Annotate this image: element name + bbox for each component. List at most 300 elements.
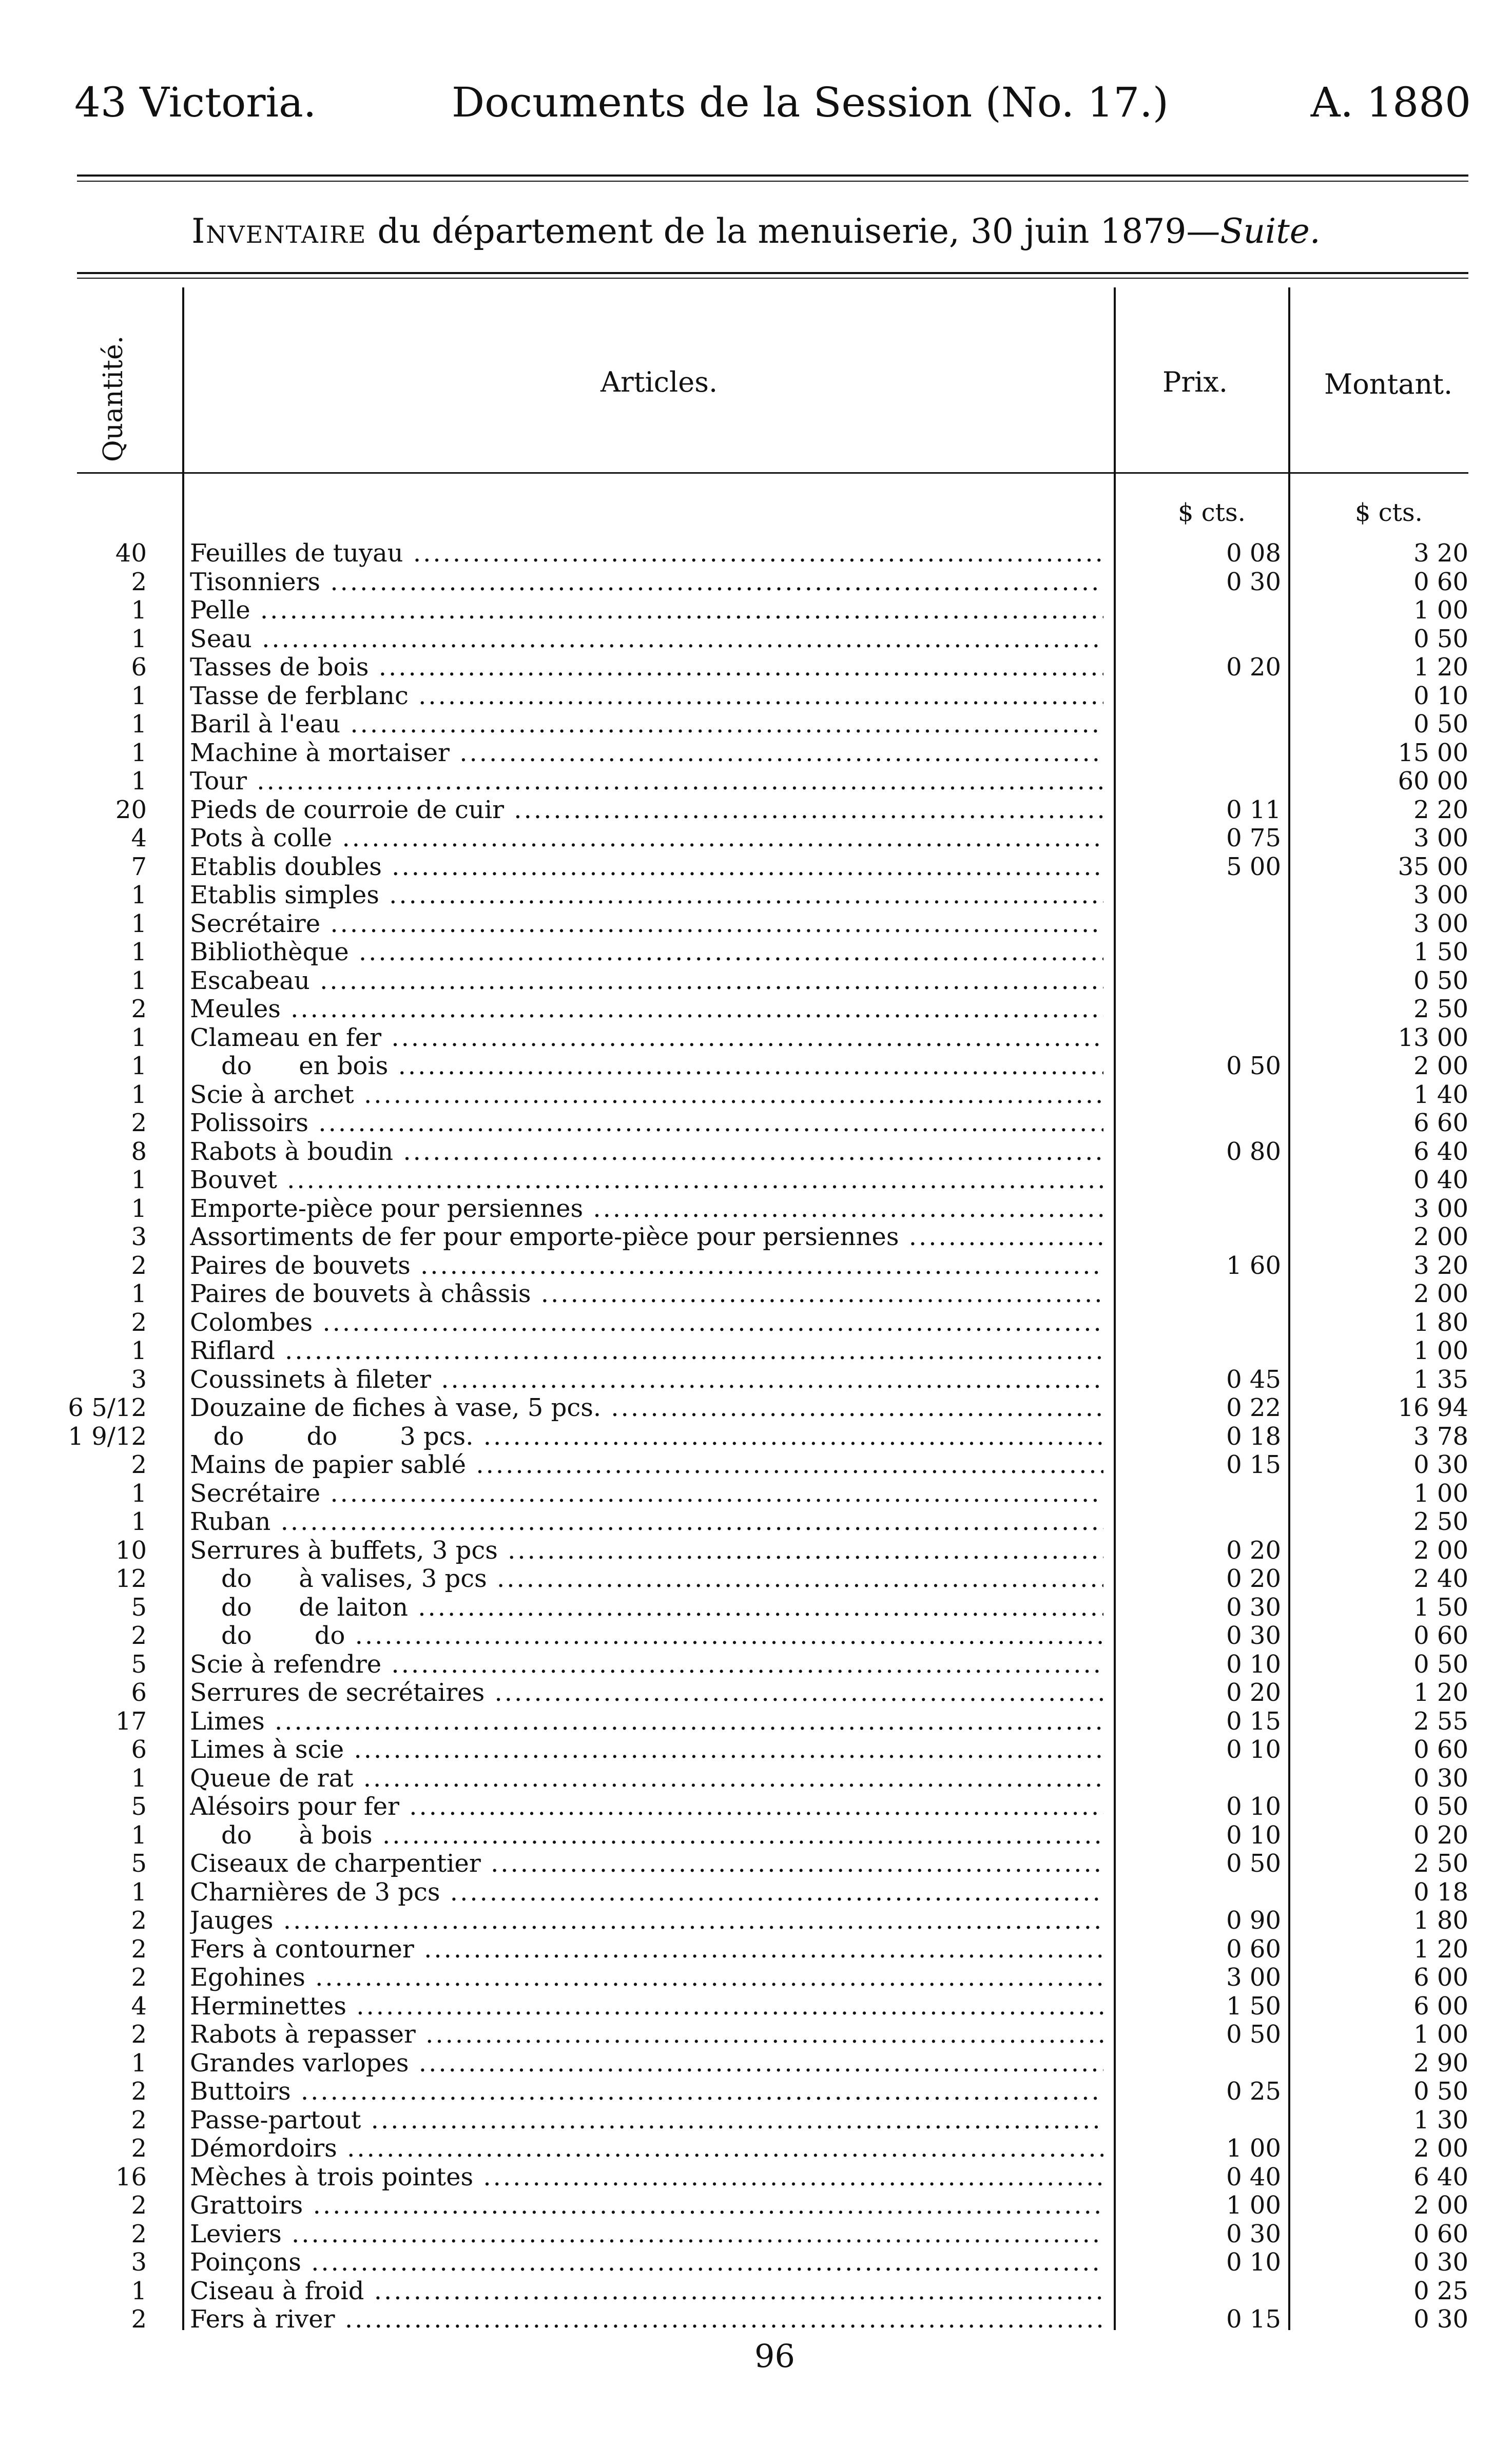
price-cell: 0 10 [1226, 2248, 1281, 2277]
column-header-prix: Prix. [1162, 366, 1228, 398]
table-row [0, 2220, 1512, 2249]
quantity-cell: 1 [131, 710, 147, 739]
article-cell: Démordoirs ..... [190, 2135, 1103, 2163]
price-cell: 0 08 [1226, 539, 1281, 568]
article-cell: Scie à refendre ..... [190, 1651, 1103, 1679]
table-row [0, 2305, 1512, 2334]
article-cell: Ciseau à froid ..... [190, 2277, 1103, 2306]
amount-cell: 1 50 [1413, 1593, 1468, 1622]
article-cell: Jauges ..... [190, 1907, 1103, 1935]
amount-cell: 0 50 [1413, 1650, 1468, 1679]
amount-cell: 0 60 [1413, 1621, 1468, 1650]
table-row [0, 995, 1512, 1024]
amount-cell: 0 60 [1413, 2219, 1468, 2248]
quantity-cell: 1 [131, 767, 147, 796]
article-cell: Limes ..... [190, 1708, 1103, 1736]
amount-cell: 35 00 [1398, 852, 1468, 881]
table-row [0, 1195, 1512, 1224]
table-row [0, 1337, 1512, 1366]
quantity-cell: 5 [131, 1792, 147, 1821]
article-cell: Rabots à repasser ..... [190, 2021, 1103, 2049]
quantity-cell: 2 [131, 1906, 147, 1935]
quantity-cell: 17 [115, 1706, 147, 1736]
price-cell: 0 30 [1226, 1593, 1281, 1622]
quantity-cell: 2 [131, 995, 147, 1023]
amount-cell: 6 40 [1413, 2162, 1468, 2191]
amount-cell: 2 50 [1413, 995, 1468, 1023]
article-cell: Charnières de 3 pcs ..... [190, 1878, 1103, 1907]
price-cell: 1 00 [1226, 2134, 1281, 2163]
table-row [0, 1537, 1512, 1565]
price-cell: 0 30 [1226, 567, 1281, 596]
quantity-cell: 1 [131, 1820, 147, 1850]
table-row [0, 1252, 1512, 1281]
quantity-cell: 1 [131, 624, 147, 653]
article-cell: Seau ..... [190, 625, 1103, 654]
quantity-cell: 1 [131, 1166, 147, 1194]
price-cell: 0 20 [1226, 1678, 1281, 1707]
title-suite: Suite. [1220, 211, 1321, 251]
quantity-cell: 6 5/12 [68, 1393, 147, 1422]
quantity-cell: 5 [131, 1650, 147, 1679]
quantity-cell: 2 [131, 1934, 147, 1964]
quantity-cell: 1 [131, 1479, 147, 1508]
article-cell: do à valises, 3 pcs ..... [190, 1565, 1103, 1594]
amount-cell: 0 50 [1413, 2077, 1468, 2106]
price-cell: 0 20 [1226, 1564, 1281, 1593]
article-cell: Mains de papier sablé ..... [190, 1451, 1103, 1480]
table-row [0, 1223, 1512, 1252]
table-row [0, 1366, 1512, 1394]
quantity-cell: 1 [131, 1279, 147, 1308]
price-cell: 0 25 [1226, 2077, 1281, 2106]
amount-cell: 3 00 [1413, 909, 1468, 938]
header-rule-thin [77, 181, 1468, 182]
article-cell: Riflard ..... [190, 1337, 1103, 1366]
table-row [0, 796, 1512, 825]
quantity-cell: 4 [131, 824, 147, 852]
table-row [0, 1992, 1512, 2021]
amount-cell: 2 50 [1413, 1849, 1468, 1878]
table-row [0, 539, 1512, 568]
price-cell: 0 30 [1226, 2219, 1281, 2248]
inventory-table-body [0, 539, 1512, 2334]
article-cell: Ciseaux de charpentier ..... [190, 1850, 1103, 1878]
quantity-cell: 2 [131, 2219, 147, 2248]
article-cell: Secrétaire ..... [190, 910, 1103, 939]
article-cell: Coussinets à fileter ..... [190, 1366, 1103, 1394]
amount-cell: 3 20 [1413, 539, 1468, 568]
article-cell: do do ..... [190, 1622, 1103, 1651]
amount-cell: 60 00 [1398, 767, 1468, 796]
article-cell: do en bois ..... [190, 1052, 1103, 1081]
amount-cell: 3 00 [1413, 824, 1468, 852]
article-cell: Mèches à trois pointes ..... [190, 2163, 1103, 2192]
article-cell: Bouvet ..... [190, 1166, 1103, 1195]
amount-cell: 0 60 [1413, 1735, 1468, 1764]
price-cell: 0 10 [1226, 1650, 1281, 1679]
table-row [0, 1764, 1512, 1793]
table-row [0, 1081, 1512, 1110]
table-row [0, 2021, 1512, 2049]
table-title [0, 211, 1512, 251]
price-cell: 3 00 [1226, 1963, 1281, 1992]
price-cell: 0 90 [1226, 1906, 1281, 1935]
amount-cell: 2 00 [1413, 2134, 1468, 2163]
article-cell: do de laiton ..... [190, 1594, 1103, 1622]
article-cell: Feuilles de tuyau ..... [190, 539, 1103, 568]
quantity-cell: 20 [115, 795, 147, 824]
article-cell: Egohines ..... [190, 1964, 1103, 1992]
price-cell: 0 11 [1226, 795, 1281, 824]
quantity-cell: 2 [131, 1963, 147, 1992]
amount-cell: 0 50 [1413, 624, 1468, 653]
quantity-cell: 3 [131, 2248, 147, 2277]
table-row [0, 1309, 1512, 1337]
table-row [0, 739, 1512, 768]
article-cell: Tasses de bois ..... [190, 653, 1103, 682]
quantity-cell: 1 [131, 596, 147, 625]
table-row [0, 1280, 1512, 1309]
table-row [0, 853, 1512, 882]
table-row [0, 1622, 1512, 1651]
table-row [0, 967, 1512, 996]
price-cell: 0 50 [1226, 2020, 1281, 2049]
amount-cell: 0 30 [1413, 1763, 1468, 1793]
article-cell: Tisonniers ..... [190, 568, 1103, 597]
article-cell: Pots à colle ..... [190, 824, 1103, 853]
amount-cell: 6 00 [1413, 1963, 1468, 1992]
article-cell: do à bois ..... [190, 1821, 1103, 1850]
table-row [0, 910, 1512, 939]
quantity-cell: 6 [131, 653, 147, 682]
article-cell: Polissoirs ..... [190, 1109, 1103, 1138]
title-lead: Inventaire [191, 211, 367, 251]
page-header-right: A. 1880 [1310, 79, 1471, 126]
article-cell: Emporte-pièce pour persiennes ..... [190, 1195, 1103, 1224]
table-row [0, 1793, 1512, 1821]
header-rule [77, 174, 1468, 177]
table-row [0, 1166, 1512, 1195]
amount-cell: 1 20 [1413, 653, 1468, 682]
table-row [0, 1651, 1512, 1679]
amount-cell: 2 20 [1413, 795, 1468, 824]
table-row [0, 1935, 1512, 1964]
amount-cell: 1 80 [1413, 1308, 1468, 1337]
page-header-left: 43 Victoria. [74, 79, 317, 126]
column-header-quantite: Quantité. [98, 335, 129, 462]
amount-cell: 1 00 [1413, 1336, 1468, 1365]
price-cell: 5 00 [1226, 852, 1281, 881]
quantity-cell: 2 [131, 2305, 147, 2334]
quantity-cell: 1 [131, 1080, 147, 1109]
amount-cell: 1 00 [1413, 2020, 1468, 2049]
table-row [0, 2078, 1512, 2106]
table-row [0, 2191, 1512, 2220]
amount-cell: 0 60 [1413, 567, 1468, 596]
table-top-rule [77, 272, 1468, 274]
amount-cell: 0 30 [1413, 1450, 1468, 1479]
unit-montant: $ cts. [1355, 498, 1423, 527]
quantity-cell: 8 [131, 1137, 147, 1166]
table-row [0, 1736, 1512, 1764]
amount-cell: 1 35 [1413, 1365, 1468, 1394]
article-cell: Baril à l'eau ..... [190, 710, 1103, 739]
table-row [0, 1052, 1512, 1081]
unit-prix: $ cts. [1178, 498, 1246, 527]
quantity-cell: 2 [131, 2020, 147, 2049]
price-cell: 1 00 [1226, 2191, 1281, 2220]
article-cell: Tasse de ferblanc ..... [190, 682, 1103, 711]
article-cell: Grandes varlopes ..... [190, 2049, 1103, 2078]
quantity-cell: 4 [131, 1991, 147, 2021]
price-cell: 0 18 [1226, 1422, 1281, 1451]
amount-cell: 1 50 [1413, 938, 1468, 966]
amount-cell: 0 18 [1413, 1877, 1468, 1907]
table-row [0, 1708, 1512, 1736]
quantity-cell: 6 [131, 1678, 147, 1707]
amount-cell: 2 55 [1413, 1706, 1468, 1736]
price-cell: 0 50 [1226, 1052, 1281, 1080]
amount-cell: 6 60 [1413, 1109, 1468, 1137]
price-cell: 1 50 [1226, 1991, 1281, 2021]
quantity-cell: 2 [131, 2105, 147, 2135]
amount-cell: 1 20 [1413, 1678, 1468, 1707]
quantity-cell: 2 [131, 2191, 147, 2220]
table-row [0, 1679, 1512, 1708]
quantity-cell: 2 [131, 1450, 147, 1479]
article-cell: Buttoirs ..... [190, 2078, 1103, 2106]
amount-cell: 2 00 [1413, 2191, 1468, 2220]
page-number: 96 [754, 2337, 795, 2375]
table-row [0, 2135, 1512, 2163]
amount-cell: 0 50 [1413, 710, 1468, 739]
article-cell: Clameau en fer ..... [190, 1024, 1103, 1053]
amount-cell: 6 00 [1413, 1991, 1468, 2021]
article-cell: Colombes ..... [190, 1309, 1103, 1337]
quantity-cell: 1 [131, 1023, 147, 1052]
table-row [0, 1565, 1512, 1594]
quantity-cell: 1 [131, 2048, 147, 2078]
table-row [0, 596, 1512, 625]
quantity-cell: 2 [131, 2134, 147, 2163]
quantity-cell: 1 [131, 1052, 147, 1080]
article-cell: Ruban ..... [190, 1508, 1103, 1537]
amount-cell: 2 00 [1413, 1223, 1468, 1251]
table-row [0, 767, 1512, 796]
quantity-cell: 2 [131, 567, 147, 596]
table-row [0, 1394, 1512, 1423]
article-cell: Douzaine de fiches à vase, 5 pcs. ..... [190, 1394, 1103, 1423]
amount-cell: 2 50 [1413, 1507, 1468, 1536]
quantity-cell: 7 [131, 852, 147, 881]
article-cell: Grattoirs ..... [190, 2191, 1103, 2220]
table-row [0, 1850, 1512, 1878]
article-cell: Etablis simples ..... [190, 881, 1103, 910]
price-cell: 0 10 [1226, 1735, 1281, 1764]
amount-cell: 13 00 [1398, 1023, 1468, 1052]
article-cell: Fers à contourner ..... [190, 1935, 1103, 1964]
amount-cell: 15 00 [1398, 738, 1468, 767]
price-cell: 0 15 [1226, 1450, 1281, 1479]
table-row [0, 653, 1512, 682]
title-rest: du département de la menuiserie, 30 juin 1879— [366, 211, 1220, 251]
quantity-cell: 3 [131, 1223, 147, 1251]
table-row [0, 1451, 1512, 1480]
quantity-cell: 6 [131, 1735, 147, 1764]
amount-cell: 1 40 [1413, 1080, 1468, 1109]
quantity-cell: 1 [131, 938, 147, 966]
article-cell: Fers à river ..... [190, 2305, 1103, 2334]
article-cell: Pelle ..... [190, 596, 1103, 625]
quantity-cell: 1 9/12 [68, 1422, 147, 1451]
table-row [0, 1907, 1512, 1935]
price-cell: 0 60 [1226, 1934, 1281, 1964]
quantity-cell: 1 [131, 1877, 147, 1907]
article-cell: Tour ..... [190, 767, 1103, 796]
article-cell: Herminettes ..... [190, 1992, 1103, 2021]
amount-cell: 0 50 [1413, 1792, 1468, 1821]
quantity-cell: 1 [131, 966, 147, 995]
quantity-cell: 40 [115, 539, 147, 568]
table-row [0, 1024, 1512, 1053]
amount-cell: 0 30 [1413, 2248, 1468, 2277]
price-cell: 0 15 [1226, 2305, 1281, 2334]
column-header-articles: Articles. [600, 366, 718, 398]
quantity-cell: 16 [115, 2162, 147, 2191]
table-row [0, 2163, 1512, 2192]
quantity-cell: 10 [115, 1536, 147, 1565]
table-row [0, 938, 1512, 967]
amount-cell: 0 40 [1413, 1166, 1468, 1194]
amount-cell: 0 30 [1413, 2305, 1468, 2334]
quantity-cell: 2 [131, 2077, 147, 2106]
amount-cell: 2 90 [1413, 2048, 1468, 2078]
article-cell: Paires de bouvets à châssis ..... [190, 1280, 1103, 1309]
price-cell: 0 80 [1226, 1137, 1281, 1166]
price-cell: 0 20 [1226, 1536, 1281, 1565]
quantity-cell: 1 [131, 681, 147, 710]
table-row [0, 1109, 1512, 1138]
article-cell: Meules ..... [190, 995, 1103, 1024]
price-cell: 1 60 [1226, 1251, 1281, 1280]
article-cell: Queue de rat ..... [190, 1764, 1103, 1793]
quantity-cell: 1 [131, 738, 147, 767]
amount-cell: 0 50 [1413, 966, 1468, 995]
amount-cell: 1 80 [1413, 1906, 1468, 1935]
table-row [0, 1480, 1512, 1508]
article-cell: Secrétaire ..... [190, 1480, 1103, 1508]
table-row [0, 568, 1512, 597]
article-cell: Escabeau ..... [190, 967, 1103, 996]
article-cell: Serrures de secrétaires ..... [190, 1679, 1103, 1708]
quantity-cell: 1 [131, 1507, 147, 1536]
price-cell: 0 50 [1226, 1849, 1281, 1878]
table-row [0, 2277, 1512, 2306]
column-header-montant: Montant. [1324, 368, 1453, 400]
price-cell: 0 20 [1226, 653, 1281, 682]
article-cell: Limes à scie ..... [190, 1736, 1103, 1764]
quantity-cell: 1 [131, 881, 147, 909]
price-cell: 0 22 [1226, 1393, 1281, 1422]
table-row [0, 1423, 1512, 1451]
quantity-cell: 2 [131, 1251, 147, 1280]
price-cell: 0 10 [1226, 1792, 1281, 1821]
article-cell: Machine à mortaiser ..... [190, 739, 1103, 768]
table-top-rule-thin [77, 278, 1468, 279]
article-cell: Assortiments de fer pour emporte-pièce pour persiennes ..... [190, 1223, 1103, 1252]
article-cell: Serrures à buffets, 3 pcs ..... [190, 1537, 1103, 1565]
table-row [0, 1878, 1512, 1907]
article-cell: Etablis doubles ..... [190, 853, 1103, 882]
price-cell: 0 45 [1226, 1365, 1281, 1394]
amount-cell: 3 20 [1413, 1251, 1468, 1280]
table-row [0, 625, 1512, 654]
amount-cell: 0 10 [1413, 681, 1468, 710]
table-row [0, 2049, 1512, 2078]
quantity-cell: 3 [131, 1365, 147, 1394]
article-cell: Alésoirs pour fer ..... [190, 1793, 1103, 1821]
amount-cell: 0 20 [1413, 1820, 1468, 1850]
price-cell: 0 30 [1226, 1621, 1281, 1650]
quantity-cell: 1 [131, 1336, 147, 1365]
table-row [0, 2106, 1512, 2135]
amount-cell: 6 40 [1413, 1137, 1468, 1166]
table-row [0, 1508, 1512, 1537]
amount-cell: 2 40 [1413, 1564, 1468, 1593]
quantity-cell: 1 [131, 2276, 147, 2305]
quantity-cell: 1 [131, 1763, 147, 1793]
article-cell: Poinçons ..... [190, 2248, 1103, 2277]
table-row [0, 2248, 1512, 2277]
table-row [0, 1821, 1512, 1850]
amount-cell: 2 00 [1413, 1536, 1468, 1565]
quantity-cell: 12 [115, 1564, 147, 1593]
page-header-center: Documents de la Session (No. 17.) [452, 79, 1169, 126]
amount-cell: 1 30 [1413, 2105, 1468, 2135]
amount-cell: 16 94 [1398, 1393, 1468, 1422]
quantity-cell: 2 [131, 1109, 147, 1137]
table-row [0, 1594, 1512, 1622]
amount-cell: 1 20 [1413, 1934, 1468, 1964]
article-cell: Paires de bouvets ..... [190, 1252, 1103, 1281]
article-cell: Pieds de courroie de cuir ..... [190, 796, 1103, 825]
article-cell: Scie à archet ..... [190, 1081, 1103, 1110]
article-cell: Bibliothèque ..... [190, 938, 1103, 967]
amount-cell: 3 78 [1413, 1422, 1468, 1451]
article-cell: Rabots à boudin ..... [190, 1138, 1103, 1167]
table-row [0, 710, 1512, 739]
price-cell: 0 10 [1226, 1820, 1281, 1850]
price-cell: 0 75 [1226, 824, 1281, 852]
amount-cell: 3 00 [1413, 1194, 1468, 1223]
quantity-cell: 5 [131, 1849, 147, 1878]
amount-cell: 3 00 [1413, 881, 1468, 909]
amount-cell: 1 00 [1413, 1479, 1468, 1508]
header-bottom-rule [77, 472, 1468, 474]
amount-cell: 2 00 [1413, 1052, 1468, 1080]
price-cell: 0 15 [1226, 1706, 1281, 1736]
quantity-cell: 1 [131, 1194, 147, 1223]
article-cell: Leviers ..... [190, 2220, 1103, 2249]
quantity-cell: 1 [131, 909, 147, 938]
quantity-cell: 2 [131, 1308, 147, 1337]
table-row [0, 881, 1512, 910]
quantity-cell: 5 [131, 1593, 147, 1622]
table-row [0, 1964, 1512, 1992]
article-cell: Passe-partout ..... [190, 2106, 1103, 2135]
table-row [0, 824, 1512, 853]
